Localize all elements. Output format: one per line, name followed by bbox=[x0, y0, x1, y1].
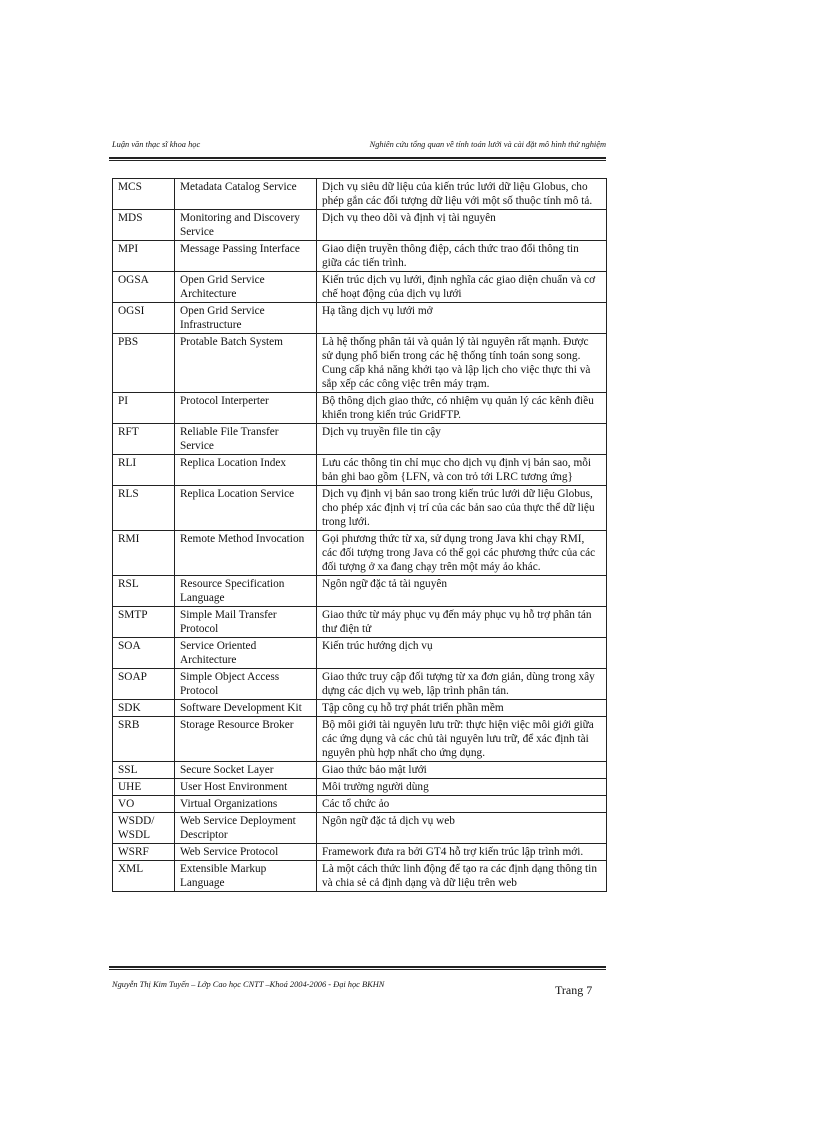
table-row bbox=[113, 486, 607, 531]
abbreviation-cell: SMTP bbox=[113, 607, 175, 638]
abbreviation-cell: PBS bbox=[113, 334, 175, 393]
description-cell: Ngôn ngữ đặc tả dịch vụ web bbox=[317, 813, 607, 844]
description-cell: Lưu các thông tin chỉ mục cho dịch vụ định vị bản sao, mỗi bản ghi bao gồm {LFN, và con trỏ tới LRC tương ứng} bbox=[317, 455, 607, 486]
description-cell: Bộ thông dịch giao thức, có nhiệm vụ quản lý các kênh điều khiển trong kiến trúc GridFTP. bbox=[317, 393, 607, 424]
full-name-cell: Message Passing Interface bbox=[175, 241, 317, 272]
table-row bbox=[113, 779, 607, 796]
full-name-cell: Open Grid Service Infrastructure bbox=[175, 303, 317, 334]
page-header bbox=[112, 140, 606, 156]
description-cell: Dịch vụ theo dõi và định vị tài nguyên bbox=[317, 210, 607, 241]
table-row bbox=[113, 272, 607, 303]
abbreviation-cell: SSL bbox=[113, 762, 175, 779]
description-cell: Giao thức từ máy phục vụ đến máy phục vụ hỗ trợ phân tán thư điện tử bbox=[317, 607, 607, 638]
description-cell: Là một cách thức linh động để tạo ra các định dạng thông tin và chia sẻ cả định dạng và dữ liệu trên web bbox=[317, 861, 607, 892]
description-cell: Dịch vụ định vị bản sao trong kiến trúc lưới dữ liệu Globus, cho phép xác định vị trí của các bản sao của thực thể dữ liệu trong lưới. bbox=[317, 486, 607, 531]
abbreviation-cell: RMI bbox=[113, 531, 175, 576]
description-cell: Hạ tầng dịch vụ lưới mở bbox=[317, 303, 607, 334]
full-name-cell: Resource Specification Language bbox=[175, 576, 317, 607]
abbreviation-cell: PI bbox=[113, 393, 175, 424]
table-row bbox=[113, 531, 607, 576]
abbreviation-cell: MDS bbox=[113, 210, 175, 241]
abbreviation-cell: MPI bbox=[113, 241, 175, 272]
description-cell: Môi trường người dùng bbox=[317, 779, 607, 796]
abbreviation-table-body bbox=[113, 179, 607, 892]
abbreviation-cell: SDK bbox=[113, 700, 175, 717]
table-row bbox=[113, 241, 607, 272]
abbreviation-cell: RLS bbox=[113, 486, 175, 531]
full-name-cell: Secure Socket Layer bbox=[175, 762, 317, 779]
full-name-cell: Remote Method Invocation bbox=[175, 531, 317, 576]
table-row bbox=[113, 393, 607, 424]
description-cell: Giao diện truyền thông điệp, cách thức trao đổi thông tin giữa các tiến trình. bbox=[317, 241, 607, 272]
full-name-cell: Reliable File Transfer Service bbox=[175, 424, 317, 455]
full-name-cell: Web Service Protocol bbox=[175, 844, 317, 861]
abbreviation-cell: WSRF bbox=[113, 844, 175, 861]
full-name-cell: Protocol Interperter bbox=[175, 393, 317, 424]
table-row bbox=[113, 424, 607, 455]
abbreviation-cell: SOAP bbox=[113, 669, 175, 700]
description-cell: Dịch vụ siêu dữ liệu của kiến trúc lưới dữ liệu Globus, cho phép gắn các đối tượng dữ liệu với một số thuộc tính mô tả. bbox=[317, 179, 607, 210]
footer-rule-thin bbox=[109, 969, 606, 970]
full-name-cell: User Host Environment bbox=[175, 779, 317, 796]
table-row bbox=[113, 607, 607, 638]
footer-rule-thick bbox=[109, 966, 606, 968]
full-name-cell: Open Grid Service Architecture bbox=[175, 272, 317, 303]
full-name-cell: Simple Object Access Protocol bbox=[175, 669, 317, 700]
abbreviation-cell: VO bbox=[113, 796, 175, 813]
full-name-cell: Simple Mail Transfer Protocol bbox=[175, 607, 317, 638]
abbreviation-cell: SOA bbox=[113, 638, 175, 669]
table-row bbox=[113, 210, 607, 241]
table-row bbox=[113, 700, 607, 717]
abbreviation-cell: RSL bbox=[113, 576, 175, 607]
description-cell: Giao thức truy cập đối tượng từ xa đơn giản, dùng trong xây dựng các dịch vụ web, lập trình phân tán. bbox=[317, 669, 607, 700]
full-name-cell: Web Service Deployment Descriptor bbox=[175, 813, 317, 844]
table-row bbox=[113, 334, 607, 393]
abbreviation-cell: RLI bbox=[113, 455, 175, 486]
table-row bbox=[113, 179, 607, 210]
description-cell: Dịch vụ truyền file tin cậy bbox=[317, 424, 607, 455]
footer-author: Nguyễn Thị Kim Tuyến – Lớp Cao học CNTT –Khoá 2004-2006 - Đại học BKHN bbox=[112, 980, 385, 989]
abbreviation-cell: MCS bbox=[113, 179, 175, 210]
full-name-cell: Storage Resource Broker bbox=[175, 717, 317, 762]
table-row bbox=[113, 638, 607, 669]
full-name-cell: Protable Batch System bbox=[175, 334, 317, 393]
table-row bbox=[113, 717, 607, 762]
description-cell: Giao thức bảo mật lưới bbox=[317, 762, 607, 779]
table-row bbox=[113, 669, 607, 700]
header-thesis-title: Nghiên cứu tổng quan về tính toán lưới và cài đặt mô hình thử nghiệm bbox=[369, 140, 606, 149]
description-cell: Ngôn ngữ đặc tả tài nguyên bbox=[317, 576, 607, 607]
full-name-cell: Service Oriented Architecture bbox=[175, 638, 317, 669]
table-row bbox=[113, 844, 607, 861]
table-row bbox=[113, 455, 607, 486]
header-rule-thick bbox=[109, 157, 606, 159]
full-name-cell: Replica Location Service bbox=[175, 486, 317, 531]
table-row bbox=[113, 303, 607, 334]
description-cell: Framework đưa ra bởi GT4 hỗ trợ kiến trúc lập trình mới. bbox=[317, 844, 607, 861]
description-cell: Là hệ thống phân tải và quản lý tài nguyên rất mạnh. Được sử dụng phổ biến trong các hệ thống tính toán song song. Cung cấp khả năng khởi tạo và lập lịch cho việc thực thi và sắp xếp các công việc trên máy trạm. bbox=[317, 334, 607, 393]
header-rule-thin bbox=[109, 160, 606, 161]
full-name-cell: Metadata Catalog Service bbox=[175, 179, 317, 210]
full-name-cell: Software Development Kit bbox=[175, 700, 317, 717]
full-name-cell: Virtual Organizations bbox=[175, 796, 317, 813]
table-row bbox=[113, 861, 607, 892]
abbreviation-cell: WSDD/ WSDL bbox=[113, 813, 175, 844]
abbreviation-table bbox=[112, 178, 607, 892]
description-cell: Kiến trúc dịch vụ lưới, định nghĩa các giao diện chuẩn và cơ chế hoạt động của dịch vụ lưới bbox=[317, 272, 607, 303]
description-cell: Gọi phương thức từ xa, sử dụng trong Java khi chạy RMI, các đối tượng trong Java có thể gọi các phương thức của các đối tượng ở xa đang chạy trên một máy ảo khác. bbox=[317, 531, 607, 576]
table-row bbox=[113, 576, 607, 607]
table-row bbox=[113, 813, 607, 844]
full-name-cell: Extensible Markup Language bbox=[175, 861, 317, 892]
description-cell: Tập công cụ hỗ trợ phát triển phần mềm bbox=[317, 700, 607, 717]
header-thesis-type: Luận văn thạc sĩ khoa học bbox=[112, 140, 201, 149]
table-row bbox=[113, 762, 607, 779]
abbreviation-cell: SRB bbox=[113, 717, 175, 762]
description-cell: Các tổ chức ảo bbox=[317, 796, 607, 813]
full-name-cell: Monitoring and Discovery Service bbox=[175, 210, 317, 241]
page-number: Trang 7 bbox=[555, 983, 593, 997]
full-name-cell: Replica Location Index bbox=[175, 455, 317, 486]
description-cell: Bộ môi giới tài nguyên lưu trữ: thực hiện việc môi giới giữa các ứng dụng và các chủ tài nguyên lưu trữ, để xác định tài nguyên phù hợp nhất cho ứng dụng. bbox=[317, 717, 607, 762]
abbreviation-cell: XML bbox=[113, 861, 175, 892]
abbreviation-cell: OGSA bbox=[113, 272, 175, 303]
table-row bbox=[113, 796, 607, 813]
abbreviation-cell: RFT bbox=[113, 424, 175, 455]
abbreviation-cell: UHE bbox=[113, 779, 175, 796]
description-cell: Kiến trúc hướng dịch vụ bbox=[317, 638, 607, 669]
abbreviation-cell: OGSI bbox=[113, 303, 175, 334]
